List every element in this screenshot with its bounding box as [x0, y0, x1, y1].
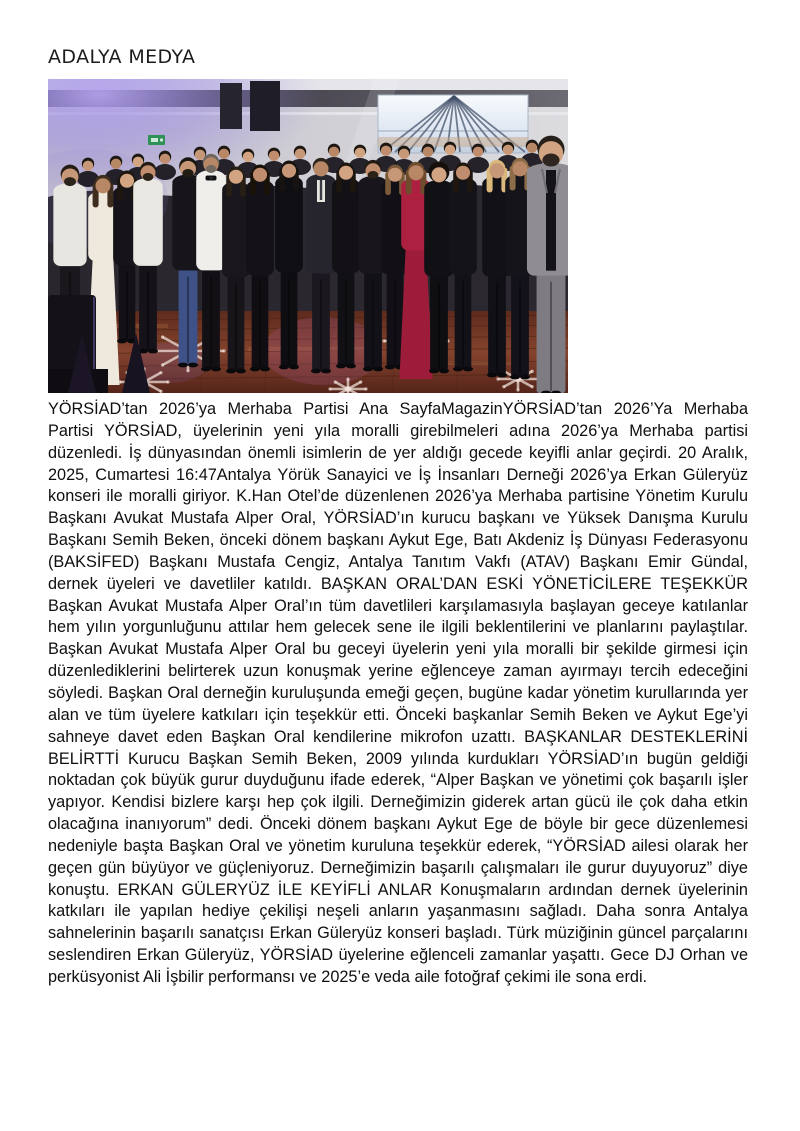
wall-speaker-right — [250, 81, 280, 131]
wall-speaker-left — [220, 83, 242, 129]
article-photo — [48, 79, 568, 393]
article-body-container — [48, 399, 748, 989]
site-brand: ADALYA MEDYA — [48, 46, 196, 68]
event-photo-illustration — [48, 79, 568, 393]
article-body: YÖRSİAD’tan 2026’ya Merhaba Partisi Ana SayfaMagazinYÖRSİAD’tan 2026’Ya Merhaba Partisi YÖRSİAD, üyelerinin yeni yıla moralli girebilmeleri adına 2026’ya Merhaba partisi düzenledi. İş dünyasından önemli isimlerin de yer aldığı gecede keyifli anlar geçirdi. 20 Aralık, 2025, Cumartesi 16:47Antalya Yörük Sanayici ve İş İnsanları Derneği 2026’ya Erkan Güleryüz konseri ile moralli giriyor. K.Han Otel’de düzenlenen 2026’ya Merhaba partisine Yönetim Kurulu Başkanı Avukat Mustafa Alper Oral, YÖRSİAD’ın kurucu başkanı ve Yüksek Danışma Kurulu Başkanı Semih Beken, önceki dönem başkanı Aykut Ege, Batı Akdeniz İş Dünyası Federasyonu (BAKSİFED) Başkanı Mustafa Cengiz, Antalya Tanıtım Vakfı (ATAV) Başkanı Emir Gündal, dernek üyeleri ve davetliler katıldı. BAŞKAN ORAL’DAN ESKİ YÖNETİCİLERE TEŞEKKÜR Başkan Avukat Mustafa Alper Oral’ın tüm davetlileri karşılamasıyla başlayan geceye katılanlar hem yılın yorgunluğunu attılar hem gelecek sene ile ilgili beklentilerini ve planlarını paylaştılar. Başkan Avukat Mustafa Alper Oral bu geceyi üyelerin yeni yıla moralli bir şekilde girmesi için düzenlediklerini belirterek uzun konuşmak yerine eğlenceye zaman ayırmayı tercih edeceğini söyledi. Başkan Oral derneğin kuruluşunda emeği geçen, bugüne kadar yönetim kurullarında yer alan ve tüm üyelere katkıları için teşekkür etti. Önceki başkanlar Semih Beken ve Aykut Ege’yi sahneye davet eden Başkan Oral kendilerine mikrofon uzattı. BAŞKANLAR DESTEKLERİNİ BELİRTTİ Kurucu Başkan Semih Beken, 2009 yılında kurdukları YÖRSİAD’ın bugün geldiği noktadan çok büyük gurur duyduğunu ifade ederek, “Alper Başkan ve yönetimi çok başarılı işler yapıyor. Kendisi bizlere karşı hep çok ilgili. Derneğimizin giderek artan gücü ile çok daha etkin olacağına inanıyorum” dedi. Önceki dönem başkanı Aykut Ege de böyle bir gece düzenlemesi nedeniyle başta Başkan Oral ve yönetim kuruluna teşekkür ederek, “YÖRSİAD ailesi olarak her geçen gün büyüyor ve güçleniyoruz. Derneğimizin başarılı çalışmaları ile gurur duyuyoruz” diye konuştu. ERKAN GÜLERYÜZ İLE KEYİFLİ ANLAR Konuşmaların ardından dernek üyelerinin katkıları ile yapılan hediye çekilişi neşeli anların yaşanmasını sağladı. Daha sonra Antalya sahnelerinin başarılı sanatçısı Erkan Güleryüz konseri başladı. Türk müziğinin güncel parçalarını seslendiren Erkan Güleryüz, YÖRSİAD üyelerine eğlenceli zamanlar yaşattı. Gece DJ Orhan ve perküsyonist Ali İşbilir performansı ve 2025’e veda aile fotoğraf çekimi ile sona erdi. — [48, 400, 748, 986]
exit-sign-icon — [148, 135, 165, 145]
